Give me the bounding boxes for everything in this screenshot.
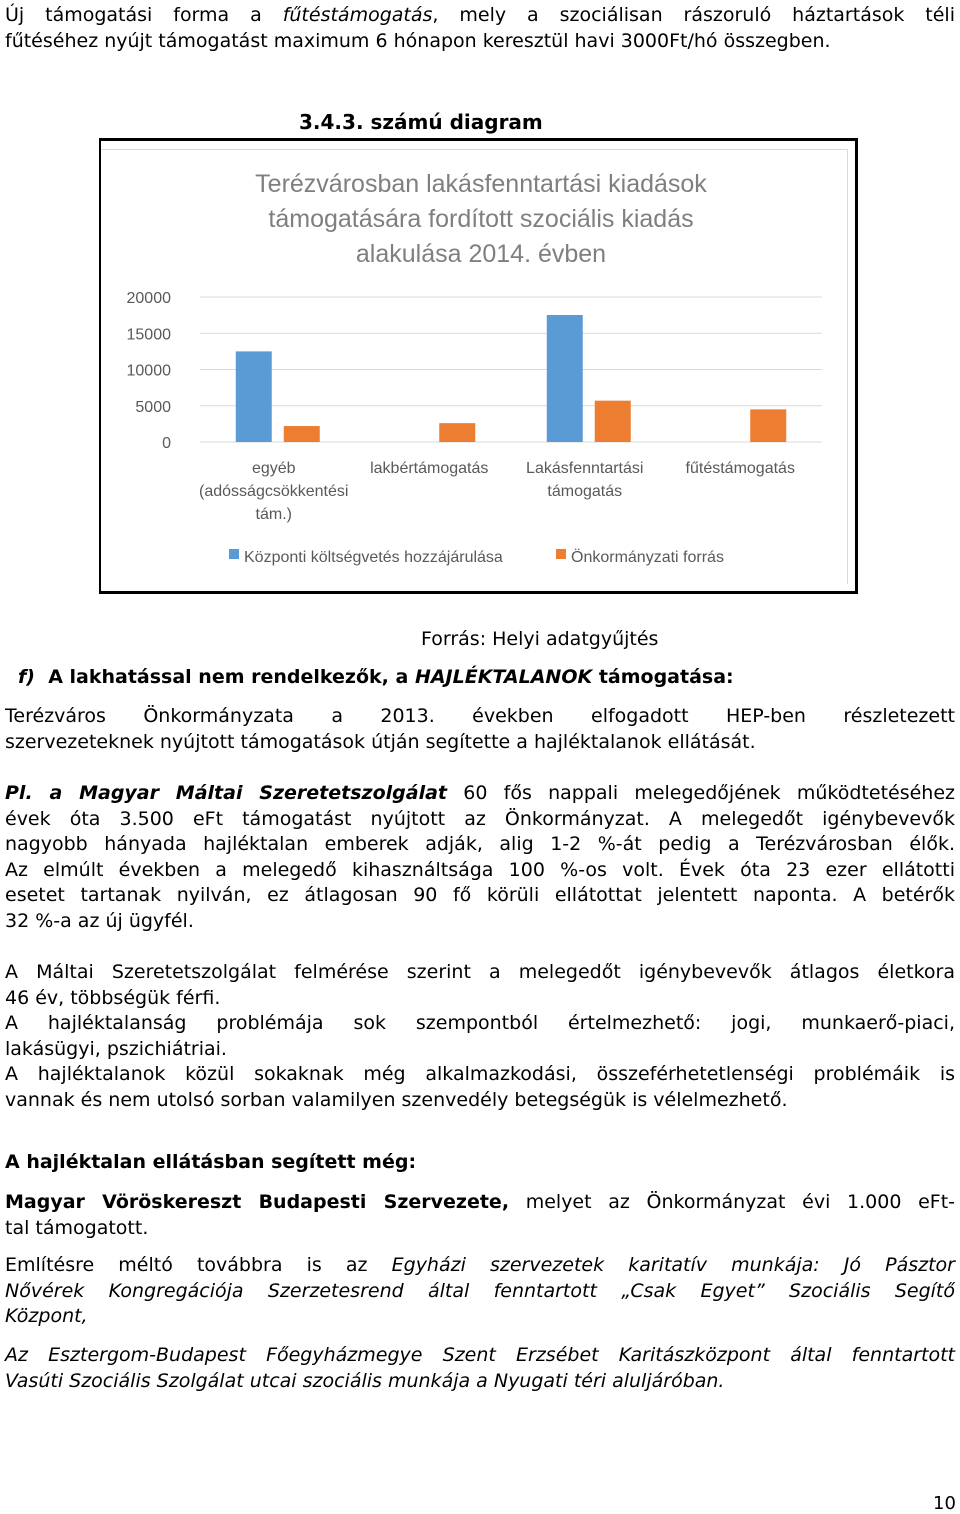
x-category-label: egyéb [251,460,296,477]
legend-swatch [229,549,239,559]
bar-local [750,409,786,442]
x-category-label: tám.) [255,506,292,523]
x-category-label: fűtéstámogatás [685,460,795,477]
helped-heading: A hajléktalan ellátásban segített még: [5,1151,417,1173]
paragraph-voroskereszt: Magyar Vöröskereszt Budapesti Szervezete, melyet az Önkormányzat évi 1.000 eFt- tal támogatott. [5,1191,955,1239]
paragraph-vasuti: Az Esztergom-Budapest Főegyházmegye Szent Erzsébet Karitászközpont által fenntartott Vasúti Szociális Szolgálat utcai szociális munkája a Nyugati téri aluljáróban. [5,1344,955,1392]
bar-local [284,426,320,442]
y-tick-label: 0 [162,435,171,452]
section-label: f) [18,666,35,688]
heading-emphasis: HAJLÉKTALANOK [414,666,593,688]
intro-line-1: Új támogatási forma a fűtéstámogatás, mely a szociálisan rászoruló háztartások téli [5,4,955,26]
bar-central [236,351,272,442]
x-category-label: (adósságcsökkentési [199,483,349,500]
x-category-label: támogatás [547,483,623,500]
voroskereszt-lead: Magyar Vöröskereszt Budapesti Szervezete, [5,1191,510,1213]
legend-label: Központi költségvetés hozzájárulása [244,549,503,566]
chart-title-line: Terézvárosban lakásfenntartási kiadások [255,170,707,198]
x-category-label: lakbértámogatás [370,460,489,477]
bar-local [439,423,475,442]
chart-title-line: támogatására fordított szociális kiadás [268,205,694,233]
paragraph-egyhazi: Említésre méltó továbbra is az Egyházi szervezetek karitatív munkája: Jó Pásztor Nővérek Kongregációja Szerzetesrend által fenntartott „Csak Egyet” Szociális Segítő Központ, [5,1254,955,1327]
x-category-label: Lakásfenntartási [526,460,644,477]
y-tick-label: 10000 [126,362,171,380]
chart-title-line: alakulása 2014. évben [355,240,607,268]
bar-central [547,315,583,442]
y-tick-label: 5000 [135,398,171,416]
legend-swatch [556,549,566,559]
paragraph-survey: A Máltai Szeretetszolgálat felmérése szerint a melegedőt igénybevevők átlagos életkora 46 év, többségük férfi. A hajléktalanság problémája sok szempontból értelmezhető: jogi, munkaerő-piaci, lakásügyi, pszichiátriai. A hajléktalanok közül sokaknak még alkalmazkodási, összeférhetetlenségi problémáik is vannak és nem utolsó sorban valamilyen szenvedély betegségük is vélelmezhető. [5,961,955,1111]
bar-local [595,401,631,442]
section-f-heading: f) A lakhatással nem rendelkezők, a HAJLÉKTALANOK támogatása: [18,666,734,688]
bar-chart [0,0,960,600]
paragraph-hep: Terézváros Önkormányzata a 2013. években elfogadott HEP-ben részletezett szervezeteknek nyújtott támogatások útján segítette a hajléktalanok ellátását. [5,705,955,753]
intro-emphasis: fűtéstámogatás [282,4,433,26]
maltai-lead: Pl. a Magyar Máltai Szeretetszolgálat [5,782,447,804]
paragraph-maltai: Pl. a Magyar Máltai Szeretetszolgálat 60 fős nappali melegedőjének működtetéséhez évek óta 3.500 eFt támogatást nyújtott az Önkormányzat. A melegedőt igénybevevők nagyobb hányada hajléktalan emberek adják, alig 1-2 %-át pedig a Terézvárosban élők. Az elmúlt években a melegedő kihasználtsága 100 %-os volt. Évek óta 23 ezer ellátotti esetet tartanak nyilván, ez átlagosan 90 fő körüli ellátottat jelentett naponta. A betérők 32 %-a az új ügyfél. [5,782,956,932]
source-note: Forrás: Helyi adatgyűjtés [421,628,659,650]
legend-label: Önkormányzati forrás [571,549,724,566]
intro-line-2: fűtéséhez nyújt támogatást maximum 6 hónapon keresztül havi 3000Ft/hó összegben. [5,29,831,52]
y-tick-label: 15000 [126,326,171,344]
y-tick-label: 20000 [126,290,171,307]
page-number: 10 [933,1493,956,1514]
diagram-caption: 3.4.3. számú diagram [299,110,543,134]
